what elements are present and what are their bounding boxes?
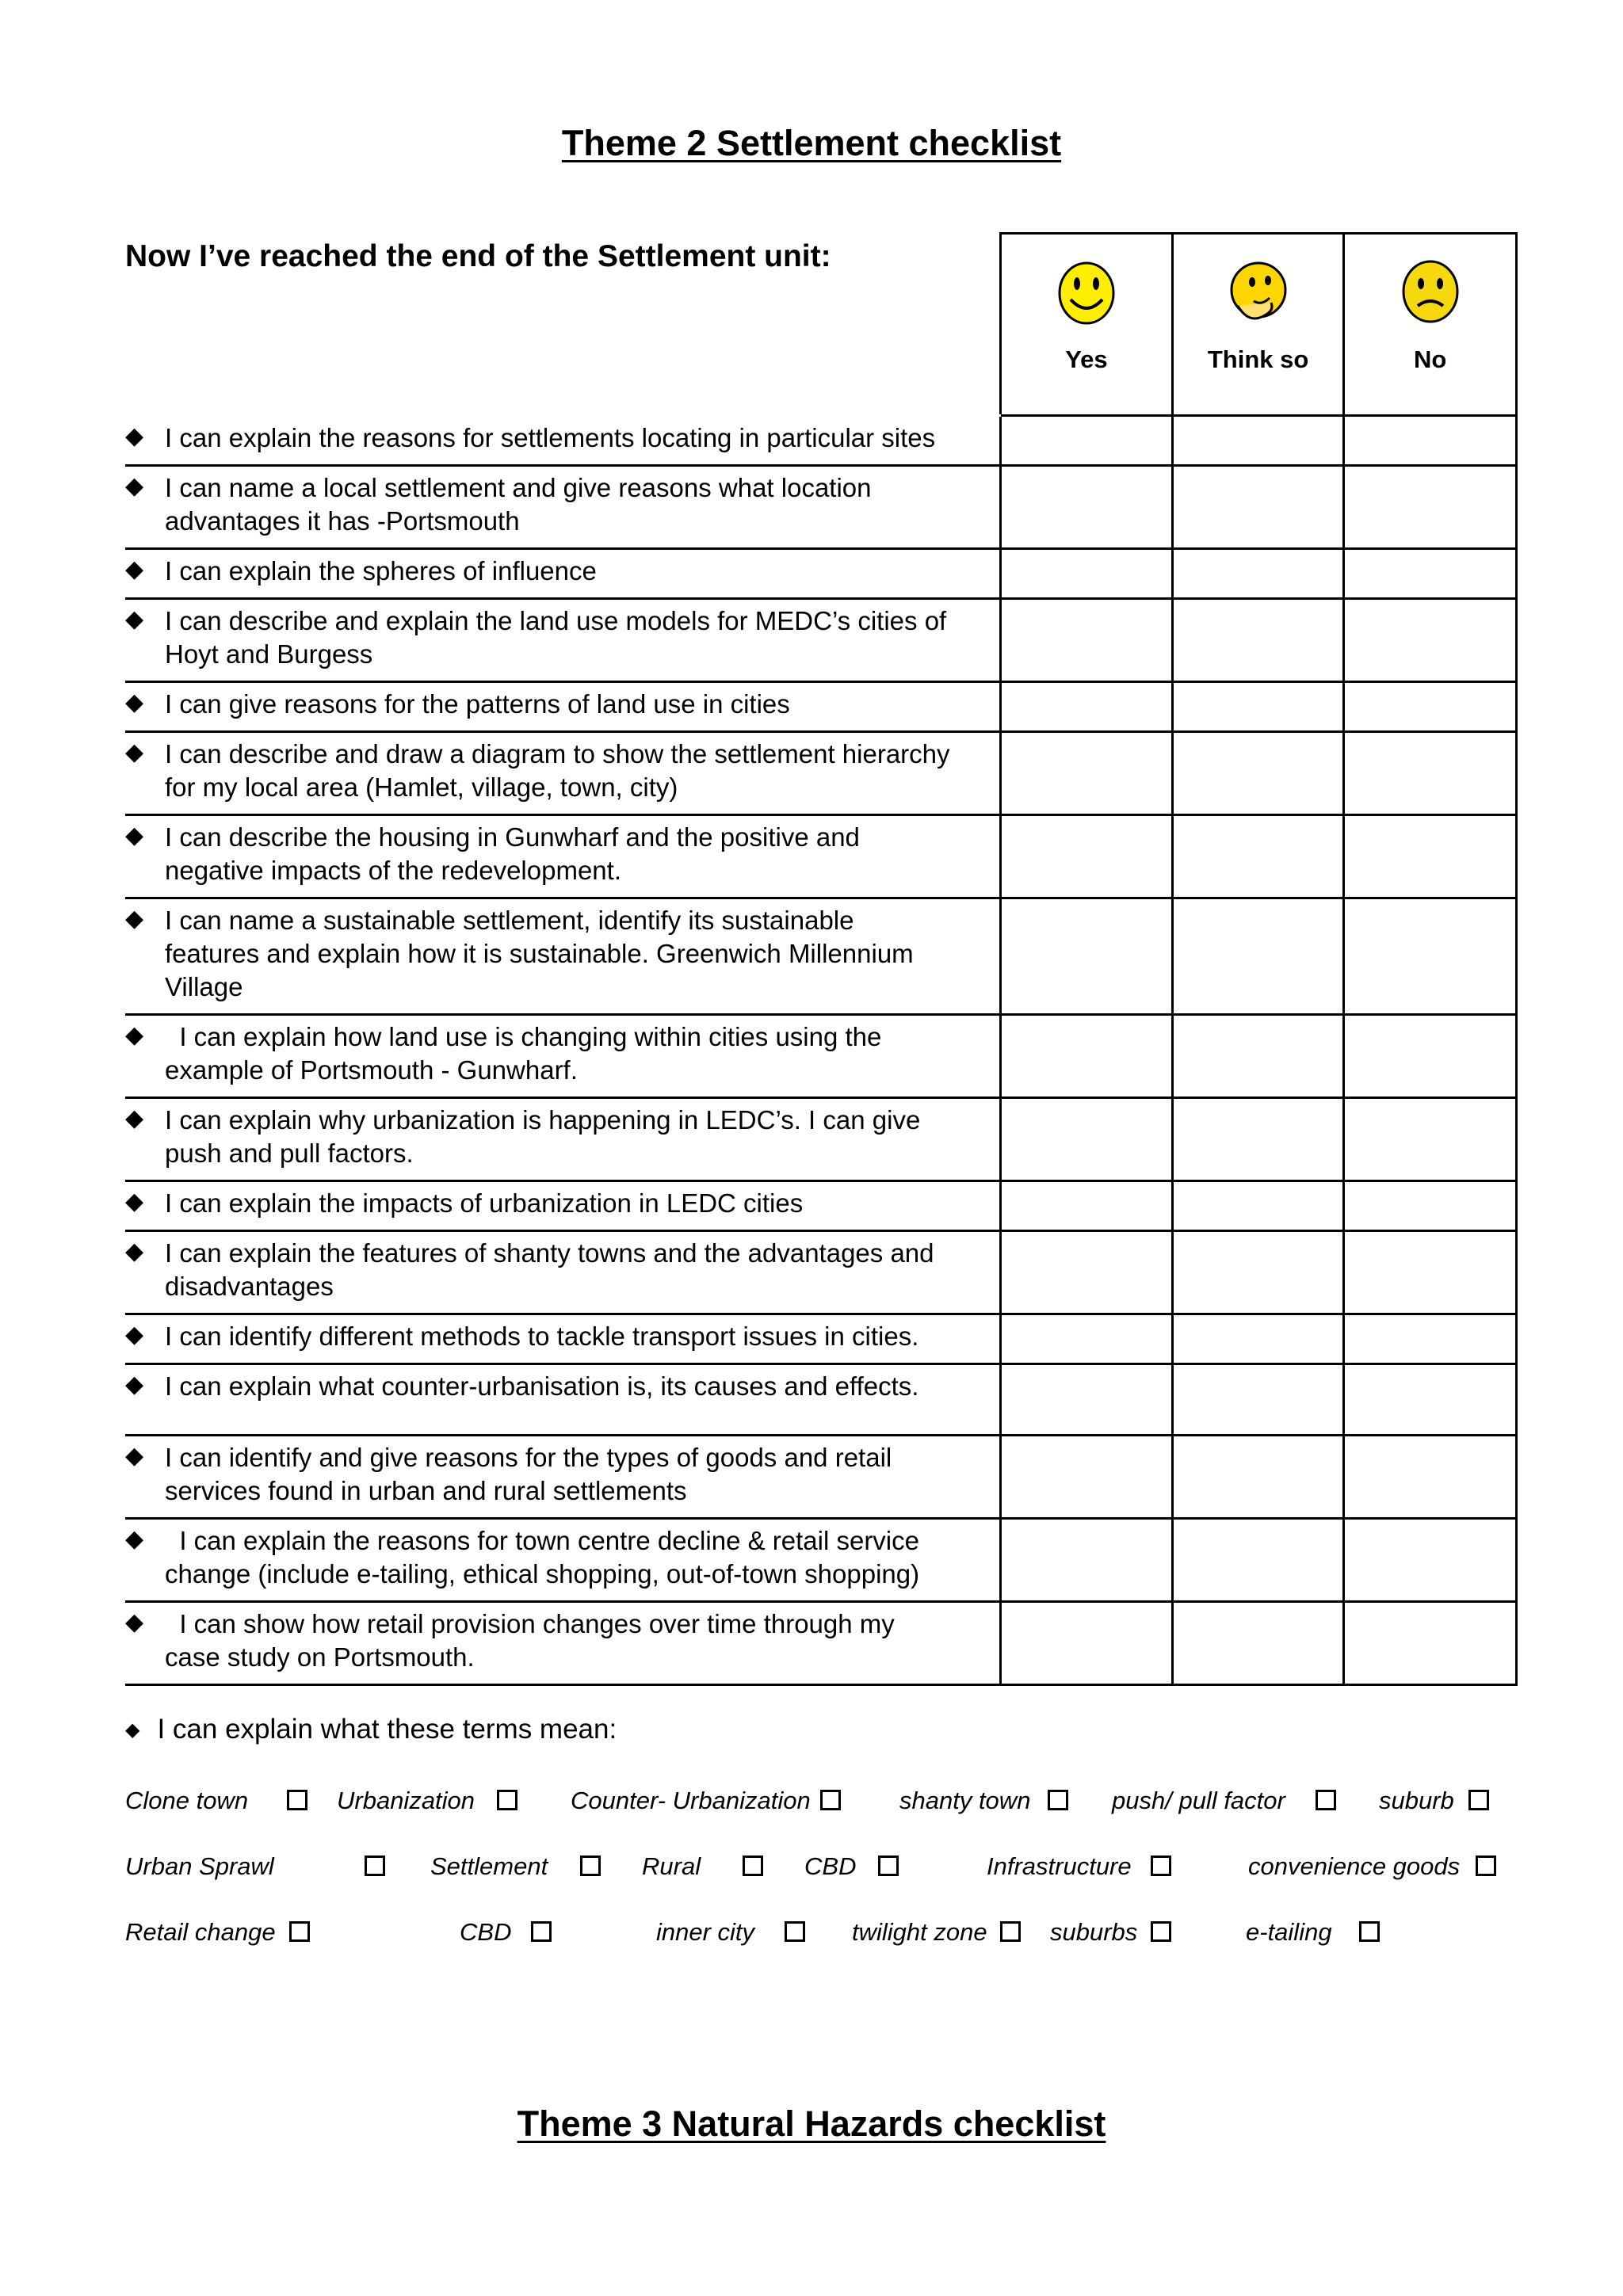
checklist-item-text — [125, 1016, 999, 1097]
response-cell-no[interactable] — [1342, 1365, 1518, 1434]
checklist-item-line: I can name a sustainable settlement, identify its sustainable — [165, 906, 854, 935]
checklist-row — [125, 1099, 1518, 1182]
checklist-row — [125, 417, 1518, 467]
checklist-item-line: example of Portsmouth - Gunwharf. — [165, 1055, 578, 1085]
response-cell-think-so[interactable] — [1171, 816, 1343, 897]
response-cell-yes[interactable] — [999, 417, 1171, 464]
page-title-settlement: Theme 2 Settlement checklist — [561, 123, 1062, 163]
term-label: shanty town — [899, 1787, 1031, 1814]
term-label: Settlement — [430, 1852, 548, 1880]
response-cell-yes[interactable] — [999, 1603, 1171, 1684]
response-cell-think-so[interactable] — [1171, 1315, 1343, 1363]
checklist-row — [125, 683, 1518, 733]
checklist-row — [125, 550, 1518, 600]
checklist-item-line: disadvantages — [165, 1272, 334, 1301]
bullet-icon: ◆ — [125, 1371, 144, 1398]
term-label: suburb — [1379, 1787, 1454, 1814]
checklist-item-line: for my local area (Hamlet, village, town, city) — [165, 772, 678, 802]
checklist-item-text — [125, 683, 999, 730]
response-cell-think-so[interactable] — [1171, 1099, 1343, 1180]
checklist-item-text — [125, 899, 999, 1013]
table-header — [125, 232, 1518, 414]
terms-intro-text: I can explain what these terms mean: — [157, 1714, 617, 1745]
checklist-row — [125, 1182, 1518, 1232]
bullet-icon: ◆ — [125, 473, 144, 499]
checklist-row — [125, 1365, 1518, 1436]
response-cell-think-so[interactable] — [1171, 1232, 1343, 1313]
response-cell-yes[interactable] — [999, 816, 1171, 897]
response-cell-no[interactable] — [1342, 1603, 1518, 1684]
term-label: e-tailing — [1246, 1918, 1332, 1946]
checklist-item-line: I can identify and give reasons for the types of goods and retail — [165, 1443, 892, 1472]
checklist-row — [125, 733, 1518, 816]
response-cell-no[interactable] — [1342, 1436, 1518, 1517]
checklist-item-text — [125, 1315, 999, 1363]
bullet-icon: ◆ — [125, 906, 144, 932]
response-cell-yes[interactable] — [999, 1016, 1171, 1097]
intro-text: Now I’ve reached the end of the Settlement unit: — [125, 239, 831, 273]
checklist-item-line: advantages it has -Portsmouth — [165, 506, 520, 536]
bullet-icon: ◆ — [125, 423, 144, 449]
checklist-row — [125, 1436, 1518, 1520]
checklist-item-line: I can describe and explain the land use models for MEDC’s cities of — [165, 606, 947, 635]
terms-intro — [125, 1714, 617, 1745]
checklist-item-text — [125, 1365, 999, 1434]
checklist-item-line: I can describe the housing in Gunwharf and the positive and — [165, 822, 860, 852]
bullet-icon: ◆ — [125, 1188, 144, 1215]
term-checkbox[interactable] — [497, 1790, 517, 1810]
checklist-item-line: I can describe and draw a diagram to show the settlement hierarchy — [165, 739, 950, 769]
bullet-icon: ◆ — [125, 606, 144, 632]
checklist-item-text — [125, 816, 999, 897]
response-cell-think-so[interactable] — [1171, 1520, 1343, 1600]
response-cell-no[interactable] — [1342, 733, 1518, 814]
response-cell-think-so[interactable] — [1171, 600, 1343, 681]
response-cell-yes[interactable] — [999, 1182, 1171, 1230]
bullet-icon: ◆ — [125, 1719, 140, 1741]
checklist-row — [125, 1016, 1518, 1099]
checklist-item-line: Hoyt and Burgess — [165, 639, 373, 669]
checklist-item-text — [125, 733, 999, 814]
response-cell-no[interactable] — [1342, 1016, 1518, 1097]
happy-face-icon — [1053, 257, 1120, 328]
response-cell-think-so[interactable] — [1171, 417, 1343, 464]
term-checkbox[interactable] — [1151, 1855, 1171, 1876]
term-label: suburbs — [1050, 1918, 1138, 1946]
term-checkbox[interactable] — [878, 1855, 899, 1876]
response-cell-no[interactable] — [1342, 899, 1518, 1013]
bullet-icon: ◆ — [125, 1105, 144, 1131]
checklist-item-text — [125, 1182, 999, 1230]
checklist-row — [125, 1315, 1518, 1365]
response-cell-yes[interactable] — [999, 1315, 1171, 1363]
term-checkbox[interactable] — [1468, 1790, 1489, 1810]
checklist-row — [125, 1232, 1518, 1315]
sad-face-icon — [1397, 257, 1464, 328]
term-label: Urbanization — [337, 1787, 475, 1814]
bullet-icon: ◆ — [125, 1609, 144, 1635]
checklist-item-line: I can show how retail provision changes over time through my — [165, 1609, 895, 1638]
checklist-table — [125, 232, 1518, 1686]
response-cell-yes[interactable] — [999, 1099, 1171, 1180]
response-cell-no[interactable] — [1342, 1520, 1518, 1600]
response-cell-yes[interactable] — [999, 1365, 1171, 1434]
checklist-item-line: I can explain how land use is changing within cities using the — [165, 1022, 882, 1051]
checklist-item-line: I can explain why urbanization is happening in LEDC’s. I can give — [165, 1105, 921, 1135]
checklist-item-line: I can explain the spheres of influence — [165, 556, 597, 585]
checklist-item-text — [125, 1436, 999, 1517]
bullet-icon: ◆ — [125, 1238, 144, 1264]
checklist-item-line: I can explain what counter-urbanisation is, its causes and effects. — [165, 1371, 919, 1401]
checklist-row — [125, 1603, 1518, 1686]
bullet-icon: ◆ — [125, 739, 144, 765]
bullet-icon: ◆ — [125, 556, 144, 582]
checklist-item-line: I can give reasons for the patterns of land use in cities — [165, 689, 790, 719]
header-no — [1342, 232, 1518, 414]
term-label: Counter- Urbanization — [571, 1787, 811, 1814]
checklist-row — [125, 1520, 1518, 1603]
response-cell-yes[interactable] — [999, 1436, 1171, 1517]
bullet-icon: ◆ — [125, 1526, 144, 1552]
checklist-item-text — [125, 467, 999, 547]
term-label: Infrastructure — [987, 1852, 1132, 1880]
checklist-item-line: services found in urban and rural settlements — [165, 1476, 687, 1505]
header-yes — [999, 232, 1171, 414]
term-checkbox[interactable] — [1000, 1921, 1021, 1942]
thinking-face-icon — [1225, 257, 1292, 328]
response-cell-yes[interactable] — [999, 467, 1171, 547]
checklist-item-line: I can explain the features of shanty towns and the advantages and — [165, 1238, 934, 1268]
header-label: No — [1414, 345, 1447, 373]
term-checkbox[interactable] — [785, 1921, 805, 1942]
response-cell-no[interactable] — [1342, 816, 1518, 897]
checklist-item-line: I can explain the reasons for settlements locating in particular sites — [165, 423, 936, 452]
response-cell-yes[interactable] — [999, 1520, 1171, 1600]
term-label: CBD — [460, 1918, 512, 1946]
term-label: Retail change — [125, 1918, 276, 1946]
response-cell-no[interactable] — [1342, 1315, 1518, 1363]
checklist-item-text — [125, 417, 999, 464]
response-cell-yes[interactable] — [999, 733, 1171, 814]
header-spacer — [125, 232, 999, 414]
checklist-item-line: push and pull factors. — [165, 1138, 414, 1168]
checklist-item-line: negative impacts of the redevelopment. — [165, 856, 622, 885]
response-cell-think-so[interactable] — [1171, 1016, 1343, 1097]
checklist-item-line: features and explain how it is sustainable. Greenwich Millennium — [165, 939, 914, 968]
bullet-icon: ◆ — [125, 822, 144, 849]
response-cell-think-so[interactable] — [1171, 1436, 1343, 1517]
response-cell-no[interactable] — [1342, 1099, 1518, 1180]
response-cell-yes[interactable] — [999, 550, 1171, 597]
response-cell-yes[interactable] — [999, 899, 1171, 1013]
term-checkbox[interactable] — [1316, 1790, 1336, 1810]
term-label: convenience goods — [1248, 1852, 1461, 1880]
response-cell-no[interactable] — [1342, 1182, 1518, 1230]
checklist-item-line: case study on Portsmouth. — [165, 1642, 475, 1672]
bullet-icon: ◆ — [125, 689, 144, 715]
checklist-item-text — [125, 1232, 999, 1313]
term-checkbox[interactable] — [820, 1790, 841, 1810]
bullet-icon: ◆ — [125, 1322, 144, 1348]
checklist-row — [125, 467, 1518, 550]
checklist-item-line: change (include e-tailing, ethical shopping, out-of-town shopping) — [165, 1559, 920, 1589]
term-checkbox[interactable] — [531, 1921, 552, 1942]
term-checkbox[interactable] — [289, 1921, 310, 1942]
response-cell-think-so[interactable] — [1171, 1182, 1343, 1230]
term-label: twilight zone — [852, 1918, 987, 1946]
response-cell-think-so[interactable] — [1171, 899, 1343, 1013]
term-label: CBD — [804, 1852, 857, 1880]
term-checkbox[interactable] — [1359, 1921, 1380, 1942]
checklist-item-text — [125, 1099, 999, 1180]
response-cell-no[interactable] — [1342, 600, 1518, 681]
term-label: push/ pull factor — [1112, 1787, 1285, 1814]
page-title-hazards: Theme 3 Natural Hazards checklist — [517, 2103, 1106, 2144]
response-cell-no[interactable] — [1342, 683, 1518, 730]
term-label: Urban Sprawl — [125, 1852, 274, 1880]
term-checkbox[interactable] — [287, 1790, 307, 1810]
checklist-item-text — [125, 600, 999, 681]
bullet-icon: ◆ — [125, 1443, 144, 1469]
term-checkbox[interactable] — [1151, 1921, 1171, 1942]
response-cell-think-so[interactable] — [1171, 467, 1343, 547]
checklist-item-line: I can identify different methods to tackle transport issues in cities. — [165, 1322, 919, 1351]
checklist-item-line: I can explain the reasons for town centre decline & retail service — [165, 1526, 919, 1555]
checklist-row — [125, 600, 1518, 683]
term-label: Rural — [642, 1852, 701, 1880]
term-label: Clone town — [125, 1787, 249, 1814]
checklist-item-line: Village — [165, 972, 243, 1001]
response-cell-think-so[interactable] — [1171, 1365, 1343, 1434]
term-checkbox[interactable] — [580, 1855, 601, 1876]
checklist-item-text — [125, 550, 999, 597]
checklist-item-line: I can name a local settlement and give reasons what location — [165, 473, 872, 502]
bullet-icon: ◆ — [125, 1022, 144, 1048]
header-label: Think so — [1207, 345, 1309, 373]
checklist-item-line: I can explain the impacts of urbanization in LEDC cities — [165, 1188, 804, 1218]
header-label: Yes — [1065, 345, 1108, 373]
term-checkbox[interactable] — [1048, 1790, 1068, 1810]
response-cell-think-so[interactable] — [1171, 550, 1343, 597]
response-cell-think-so[interactable] — [1171, 733, 1343, 814]
response-cell-yes[interactable] — [999, 683, 1171, 730]
response-cell-think-so[interactable] — [1171, 1603, 1343, 1684]
response-cell-think-so[interactable] — [1171, 683, 1343, 730]
term-checkbox[interactable] — [1476, 1855, 1496, 1876]
checklist-row — [125, 816, 1518, 899]
term-checkbox[interactable] — [743, 1855, 763, 1876]
response-cell-yes[interactable] — [999, 1232, 1171, 1313]
response-cell-no[interactable] — [1342, 417, 1518, 464]
header-think-so — [1171, 232, 1343, 414]
checklist-row — [125, 899, 1518, 1016]
response-cell-yes[interactable] — [999, 600, 1171, 681]
response-cell-no[interactable] — [1342, 550, 1518, 597]
response-cell-no[interactable] — [1342, 467, 1518, 547]
term-checkbox[interactable] — [365, 1855, 385, 1876]
term-label: inner city — [656, 1918, 755, 1946]
checklist-item-text — [125, 1603, 999, 1684]
response-cell-no[interactable] — [1342, 1232, 1518, 1313]
checklist-item-text — [125, 1520, 999, 1600]
